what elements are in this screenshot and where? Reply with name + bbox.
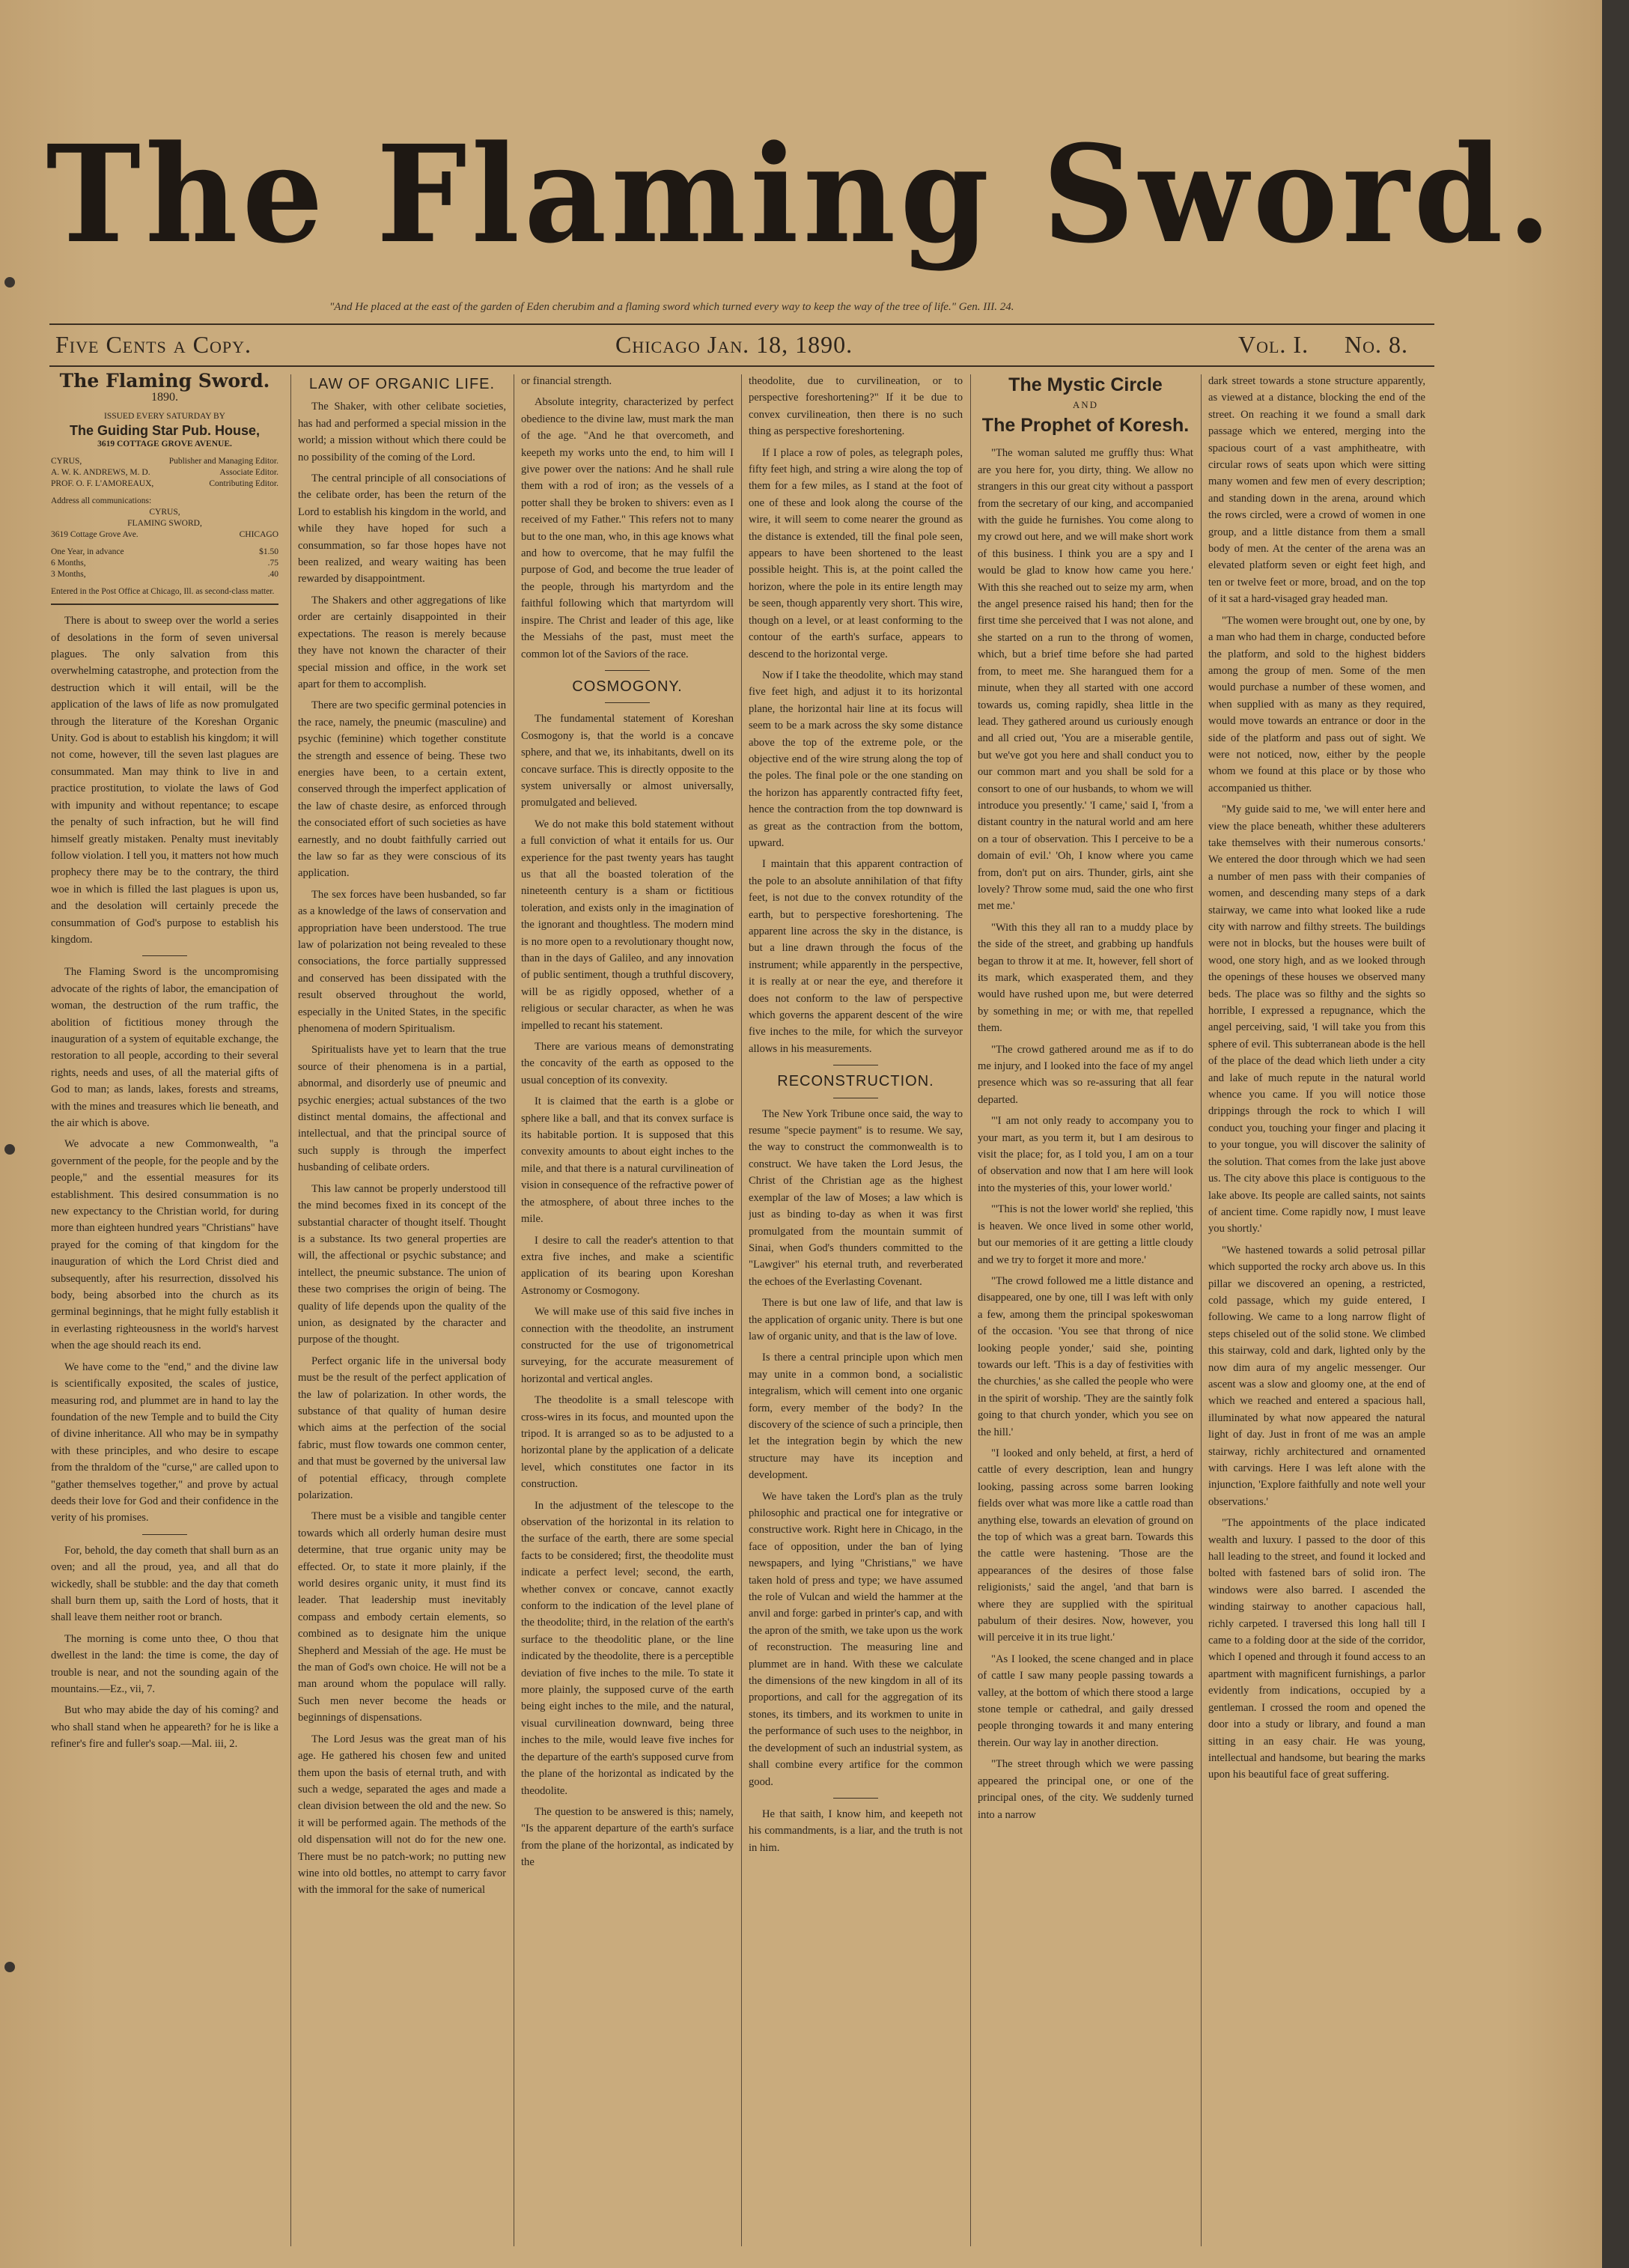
paragraph: We have taken the Lord's plan as the truly philosophic and practical one for integrative or constructive work. Right here in Chicago, in the face of opposition, under the ban of lying newspapers, and lying "Christians," we have taken hold of press and type; we have assumed the role of Vulcan and wield the hammer at the anvil and forge: garbed in printer's cap, and with the apron of the smith, we take upon us the work of reconstruction. The measuring line and plummet are in hand. With these we calculate the dimensions of the new kingdom in all of its proportions, and call for the aggregation of its stones, its timbers, and its workmen to unite in the performance of such uses to the neighbor, in the development of such an industrial system, as shall combine every artifice for the common good. <box>749 1490 963 1788</box>
price: Five Cents a Copy. <box>55 331 252 358</box>
paragraph: "With this they all ran to a muddy place by the side of the street, and grabbing up handfuls began to throw it at me. It, however, fell short of its mark, which exasperated them, and they would have rushed upon me, but were deterred by something in me; or with me, that repelled them. <box>978 921 1193 1035</box>
publisher-address: 3619 COTTAGE GROVE AVENUE. <box>97 440 232 449</box>
binding-hole <box>4 277 15 288</box>
staff-role: Publisher and Managing Editor. <box>168 457 278 466</box>
column-rule <box>1201 374 1202 2246</box>
column-2 <box>298 373 506 2245</box>
paragraph: "We hastened towards a solid petrosal pillar which supported the rocky arch above us. In this pillar we discovered an opening, a restricted, cold passage, which my guide entered, I following. We came to a long narrow flight of steps chiseled out of the solid stone. We climbed this stairway, cold and dark, lighted only by the now dim aura of my angelic messenger. Our ascent was a slow and gloomy one, at the end of which we reached and entered a spacious hall, illuminated by what now appeared the natural light of day. Just in front of me was an ample stairway, richly architectured and ornamented with carvings. Here I was left alone with the injunction, 'Explore faithfully and note well your observations.' <box>1208 1244 1425 1508</box>
paragraph: There is about to sweep over the world a series of desolations in the form of seven universal plagues. The only salvation from this overwhelming catastrophe, and protection from the destruction which it will entail, will be the application of the laws of life as now promulgated through the literature of the Koreshan Organic Unity. God is about to establish his kingdom; it will not come, however, till the seven last plagues are consummated. Man may think to live in and practice prostitution, to violate the laws of God with impunity and without repentance; to escape the penalty of such infraction, but he will find himself greatly mistaken. Penalty must inevitably follow violation. I tell you, it matters not how much prophecy there may be to the contrary, the third woe in which is filled the last plagues is upon us, and the desolation will certainly precede the consummation of God's purpose to establish his kingdom. <box>51 615 278 946</box>
staff-role: Associate Editor. <box>219 468 278 478</box>
paragraph: "The street through which we were passing appeared the principal one, or one of the principal ones, of the city. We suddenly turned into a narrow <box>978 1758 1193 1821</box>
staff-name: PROF. O. F. L'AMOREAUX, <box>51 479 154 489</box>
paragraph: I maintain that this apparent contraction of the pole to an absolute annihilation of that fifty feet, is not due to the convex rotundity of the earth, but to perspective foreshortening. The apparent line across the sky in the distance, is but a line drawn through the focus of the instrument; while apparently in the perspective, it is really at or near the eye, and therefore it does not conform to the law of perspective which governs the apparent descent of the wire five inches to the mile, for which the surveyor allows in his measurements. <box>749 858 963 1055</box>
paragraph: The Flaming Sword is the uncompromising advocate of the rights of labor, the emancipation of woman, the destruction of the rum traffic, the abolition of fictitious money through the inauguration of a system of equitable exchange, the restoration to all people, according to their several rights, needs and uses, of all the material gifts of God to man; as lands, lakes, forests and streams, with the mines and treasures which lie beneath, and the air which is above. <box>51 966 278 1129</box>
paragraph: For, behold, the day cometh that shall burn as an oven; and all the proud, yea, and all that do wickedly, shall be stubble: and the day that cometh shall burn them up, saith the Lord of hosts, that it shall leave them neither root or branch. <box>51 1544 278 1624</box>
contact-label: Address all communications: <box>51 496 152 506</box>
paragraph: Is there a central principle upon which men may unite in a common bond, a socialistic integralism, which will cement into one organic form, every member of the body? In the discovery of the science of such a principle, then let the integration begin by which the new structure may have its inception and development. <box>749 1352 963 1482</box>
paragraph: Absolute integrity, characterized by perfect obedience to the divine law, must mark the man of the age. "And he that overcometh, and keepeth my works unto the end, to him will I give power over the nations: And he shall rule them with a rod of iron; as the vessels of a potter shall they be broken to shivers: even as I received of my Father." This refers not to many but to the one man, who, in this age knows what and how to overcome, that he may fulfil the purpose of God, and become the true leader of the people, through his martyrdom and the faithful following which that martyrdom will inspire. The Christ and leader of this age, like the Messiahs of the past, must meet the common lot of the Saviors of the race. <box>521 396 734 660</box>
section-heading: LAW OF ORGANIC LIFE. <box>308 376 496 392</box>
paragraph: The Lord Jesus was the great man of his age. He gathered his chosen few and united them upon the basis of eternal truth, and with such a wedge, separated the ages and made a clean division between the old and the new. So it will be performed again. The methods of the old dispensation will not do for the new one. There must be no patch-work; no putting new wine into old bottles, no attempt to carry favor with the immoral for the sake of numerical <box>298 1733 506 1897</box>
paragraph: We have come to the "end," and the divine law is scientifically exposited, the scales of justice, measuring rod, and plummet are in hand to lay the foundation of the new Temple and to build the City of divine inheritance. All who may be in sympathy with these principles, and who desire to escape from the thraldom of the "curse," are called upon to "gather themselves together," and prove by actual deeds their love for God and their confidence in the verity of his promises. <box>51 1361 278 1524</box>
box-title: The Flaming Sword. <box>59 373 270 392</box>
paragraph: "'I am not only ready to accompany you to your mart, as you term it, but I am desirous to visit the place; for, as I told you, I am on a tour of observation and now that I am here will look into the mysteries of this, your lower world.' <box>978 1115 1193 1194</box>
paragraph: "The women were brought out, one by one, by a man who had them in charge, conducted before the platform, and sold to the highest bidders among the group of men. Some of the men would purchase a number of these women, and when supplied with as many as they required, would move towards an entrance or door in the side of the platform and pass out of sight. We were not noticed, now, either by the people whom we found at this place or by those who accompanied us thither. <box>1208 614 1425 794</box>
column-1 <box>51 373 278 2245</box>
story-title-and: AND <box>1072 399 1099 410</box>
paragraph: "The crowd gathered around me as if to do me injury, and I looked into the face of my angel presence which was so re-assuring that all fear departed. <box>978 1043 1193 1106</box>
contact-paper: FLAMING SWORD, <box>127 519 202 529</box>
story-subtitle: The Prophet of Koresh. <box>981 415 1190 437</box>
paragraph: I desire to call the reader's attention to that extra five inches, and make a scientific application of its bearing upon Koreshan Astronomy or Cosmogony. <box>521 1234 734 1297</box>
column-rule <box>970 374 971 2246</box>
paragraph: We advocate a new Commonwealth, "a government of the people, for the people and by the people," and the essential measures for its establishment. This desired consummation is no new expectancy to the Christian world, for during more than eighteen hundred years "Christians" have prayed for the coming of that kingdom for the inauguration of which the Lord Christ died and subsequently, after his resurrection, dissolved his body, being absorbed into the church as its germinal beginnings, that he might fully establish it in everlasting righteousness in the world's harvest when the age should reach its end. <box>51 1138 278 1352</box>
paragraph: There is but one law of life, and that law is the application of organic unity. There is but one law of organic unity, and that is the law of love. <box>749 1297 963 1343</box>
staff-name: CYRUS, <box>51 457 82 466</box>
issued-line: ISSUED EVERY SATURDAY BY <box>104 411 225 421</box>
paragraph: He that saith, I know him, and keepeth not his commandments, is a liar, and the truth is not in him. <box>749 1808 963 1854</box>
paragraph: theodolite, due to curvilineation, or to perspective foreshortening?" If it be due to convex curvilineation, then there is no such thing as perspective foreshortening. <box>749 375 963 438</box>
rates-table: One Year, in advance $1.50 6 Months, .75 3 Months, .40 <box>51 547 278 580</box>
section-heading: COSMOGONY. <box>572 678 683 695</box>
paragraph: The New York Tribune once said, the way to resume "specie payment" is to resume. We say, the way to construct the commonwealth is to construct. We have taken the Lord Jesus, the Christ of the Christian age as the highest exemplar of the law of Moses; a law which is just as binding to-day as when it was first promulgated from the mountain summit of Sinai, when God's thunders committed to the "Lawgiver" his eternal truth, and reverberated the echoes of the Everlasting Covenant. <box>749 1107 963 1288</box>
volume: Vol. I. <box>1238 331 1309 358</box>
paragraph: The morning is come unto thee, O thou that dwellest in the land: the time is come, the day of trouble is near, and not the sounding again of the mountains.—Ez., vii, 7. <box>51 1632 278 1695</box>
paragraph: This law cannot be properly understood till the mind becomes fixed in its concept of the substantial character of thought itself. Thought is a substance. Its two general properties are will, the affectional or psychic substance; and intellect, the pneumic substance. The union of these two comprises the origin of being. The quality of life depends upon the quality of the union, as designated by the character and purpose of the thought. <box>298 1182 506 1346</box>
publisher: The Guiding Star Pub. House, <box>69 422 260 438</box>
column-6 <box>1208 373 1425 2245</box>
paragraph: In the adjustment of the telescope to the observation of the horizontal in its relation to the surface of the earth, there are some special facts to be considered; first, the theodolite must indicate a perfect level; second, the earth, whether convex or concave, cannot exactly conform to the indication of the level plane of the theodolite; third, in the relation of the earth's surface to the theodolitic plane, or the line indicated by the theodolite, there is a perceptible deviation of five inches to the mile. To state it more plainly, the supposed curve of the earth being eight inches to the mile, and the natural, visual curvilineation downward, being three inches to the mile, would leave five inches for the departure of the earth's supposed curve from the plane of the horizontal as indicated by the theodolite. <box>521 1499 734 1797</box>
entered-notice: Entered in the Post Office at Chicago, Ill. as second-class matter. <box>51 586 278 605</box>
column-4 <box>749 373 963 2245</box>
paragraph: We do not make this bold statement without a full conviction of what it entails for us. Our experience for the past twenty years has taught us that all the boasted toleration of the nineteenth century is a sham or fictitious toleration, and exists only in the imagination of the ignorant and thoughtless. The modern mind is no more open to a revolutionary thought now, than in the days of Galileo, and any innovation of public sentiment, though a truthful discovery, will be as rigidly opposed, whether of a religious or secular character, as when he was impelled to recant his statement. <box>521 818 734 1032</box>
paragraph: The question to be answered is this; namely, "Is the apparent departure of the earth's surface from the plane of the horizontal, as indicated by the <box>521 1805 734 1869</box>
issue-number: No. 8. <box>1345 331 1408 358</box>
box-year: 1890. <box>151 391 178 404</box>
section-heading: RECONSTRUCTION. <box>777 1073 934 1090</box>
staff-list <box>51 456 278 490</box>
paragraph: The theodolite is a small telescope with cross-wires in its focus, and mounted upon the tripod. It is arranged so as to be adjusted to a horizontal plane by the application of a delicate level, which constitutes one factor in its construction. <box>521 1394 734 1491</box>
paragraph: "'This is not the lower world' she replied, 'this is heaven. We once lived in some other world, but our memories of it are getting a little cloudy and we try to forget it more and more.' <box>978 1203 1193 1266</box>
paragraph: We will make use of this said five inches in connection with the theodolite, an instrument constructed for the use of trigonometrical surveying, for the accurate measurement of horizontal and vertical angles. <box>521 1306 734 1385</box>
contact-name: CYRUS, <box>149 508 180 517</box>
paragraph: If I place a row of poles, as telegraph poles, fifty feet high, and string a wire along the top of them for a few miles, as I stand at the foot of one of these and look along the course of the wire, it will seem to come nearer the ground as the distance is extended, till the final pole seen, appears to have been shortened to the least possible height. This is, at the point called the horizon, where the pole in its entire length may be seen, though apparently very short. This wire, though on a level, or at least conforming to the contour of the earth's surface, appears to descend to the horizontal verge. <box>749 446 963 660</box>
contact-city: CHICAGO <box>239 530 278 540</box>
paragraph: Now if I take the theodolite, which may stand five feet high, and adjust it to its horizontal plane, the horizontal hair line at its focus will seem to be a mark across the sky some distance above the top of the extreme pole, or the objective end of the wire strung along the top of the poles. The final pole or the one standing on the horizon has apparently contracted fifty feet, hence the contraction from the top downward is as great as the contraction from the bottom, upward. <box>749 669 963 849</box>
paragraph: The sex forces have been husbanded, so far as a knowledge of the laws of conservation and appropriation have been understood. The true law of polarization not being revealed to these consociations, the force partially suppressed and conserved has been dissipated with the result observed throughout the world, especially in the United States, in the specific phenomena of modern Spiritualism. <box>298 888 506 1036</box>
paragraph: But who may abide the day of his coming? and who shall stand when he appeareth? for he is like a refiner's fire and fuller's soap.—Mal. iii, 2. <box>51 1704 278 1751</box>
paragraph: dark street towards a stone structure apparently, as viewed at a distance, blocking the end of the street. On reaching it we found a small dark passage which we entered, merging into the spacious court of a vast amphitheatre, with circular rows of seats upon which were sitting many women and few men of every description; and standing down in the arena, around which the rows circled, were a crowd of women in one group, and a little distance from them a small body of men. At the center of the arena was an elevated platform seven or eight feet high, and ten or twelve feet or more, broad, and on the top of it sat a hard-visaged gray headed man. <box>1208 375 1425 606</box>
paragraph: "The crowd followed me a little distance and disappeared, one by one, till I was left with only a few, among them the principal spokeswoman of the occasion. 'You see that throng of nice looking people yonder,' said she, pointing towards our left. 'This is a day of festivities with the churchies,' as she called the people who were in the spirit of worship. 'They are the saintly folk going to that church yonder, which you see on the hill.' <box>978 1274 1193 1438</box>
column-5 <box>978 373 1193 2245</box>
paragraph: "The appointments of the place indicated wealth and luxury. I passed to the door of this hall leading to the street, and found it locked and bolted with fastened bars of solid iron. The windows were also barred. I ascended the winding stairway to another capacious hall, richly carpeted. I traversed this long hall till I came to a folding door at the side of the corridor, which I opened and through it found access to an apartment with magnificent furnishings, a parlor evidently from indications, occupied by a gentleman. I crossed the room and opened the door into a study or library, and found a man sitting in an easy chair. He was young, intellectual and handsome, but bearing the marks upon his beautiful face of great suffering. <box>1208 1517 1425 1781</box>
paragraph: The Shakers and other aggregations of like order are certainly disappointed in their expectations. The reason is merely because they have not known the character of their special mission and office, in the work set apart for them to accomplish. <box>298 594 506 690</box>
contact-block <box>51 496 278 541</box>
paragraph: There must be a visible and tangible center towards which all orderly human desire must determine, that true organic unity may be effected. Or, to state it more plainly, if the world desires organic unity, it must find its leader. That leadership must inevitably compass and embody certain elements, so combined as to designate him the unique Shepherd and Messiah of the age. He must be the man of God's own choice. He will not be a man around whom the populace will rally. Such men never become the heads or beginnings of dispensations. <box>298 1510 506 1724</box>
paragraph: There are two specific germinal potencies in the race, namely, the pneumic (masculine) and psychic (feminine) which together constitute the strength and essence of being. These two energies have been, to a certain extent, conserved through the imperfect application of the law of chaste desire, as enforced through the consociated effort of such societies as have earnestly, and no doubt faithfully carried out the law so far as they were conscious of its application. <box>298 699 506 880</box>
staff-role: Contributing Editor. <box>209 479 278 489</box>
paragraph: "As I looked, the scene changed and in place of cattle I saw many people passing towards a valley, at the bottom of which there stood a large stone temple or cathedral, and gaily dressed people thronging towards it and many entering therein. Our way lay in another direction. <box>978 1653 1193 1749</box>
top-rule <box>49 323 1434 325</box>
paragraph: The Shaker, with other celibate societies, has had and performed a special mission in the world; a mission without which there could be no possibility of the coming of the Lord. <box>298 401 506 463</box>
masthead-motto: "And He placed at the east of the garden of Eden cherubim and a flaming sword which turned every way to keep the way of the tree of life." Gen. III. 24. <box>329 301 1014 313</box>
binding-hole <box>4 1962 15 1972</box>
column-rule <box>741 374 742 2246</box>
paragraph: It is claimed that the earth is a globe or sphere like a ball, and that its convex surface is its habitable portion. It is supposed that this convexity amounts to about eight inches to the mile, and that there is a natural curvilineation of vision in consequence of the refractive power of the atmosphere, of about three inches to the mile. <box>521 1095 734 1226</box>
staff-name: A. W. K. ANDREWS, M. D. <box>51 468 150 478</box>
paragraph: There are various means of demonstrating the concavity of the earth as opposed to the usual conception of its convexity. <box>521 1041 734 1086</box>
story-title: The Mystic Circle <box>1008 374 1163 395</box>
bottom-rule <box>49 365 1434 367</box>
dateline: Chicago Jan. 18, 1890. <box>615 331 853 358</box>
paragraph: "My guide said to me, 'we will enter here and view the place beneath, whither these adulterers take themselves with their numerous consorts.' We entered the door through which we had seen a number of men pass with their companies of women, and descending many steps of a dark stairway, we came into what looked like a rude city with narrow and filthy streets. The buildings were not in blocks, but the houses were built of wood, one story high, and as we looked through the openings of these houses we observed many beds. The place was so filthy and the sights so horrible, I expressed a repugnance, which the angel perceiving, said, 'I will take you from this sphere of evil. This subterranean abode is the hell of the place of the dead which lieth under a city and lake of much repute in the natural world whence you came. If you will notice those drippings through the rock to which I will conduct you, touching your finger and placing it to your tongue, you will discover the salinity of the solution. That comes from the lake just above us. The city above this place is contiguous to the lake above. Its people are called saints, not saints of ancient time. Come rapidly now, I must leave you shortly.' <box>1208 803 1425 1235</box>
contact-street: 3619 Cottage Grove Ave. <box>51 530 138 540</box>
paragraph: or financial strength. <box>521 375 612 387</box>
binding-hole <box>4 1144 15 1155</box>
paragraph: The fundamental statement of Koreshan Cosmogony is, that the world is a concave sphere, and that we, its inhabitants, dwell on its concave surface. This is directly opposite to the system universally or almost universally, promulgated and believed. <box>521 713 734 809</box>
masthead-title: The Flaming Sword. <box>46 116 1556 273</box>
paragraph: "The woman saluted me gruffly thus: What are you here for, you dirty, thing. We allow no strangers in this our great city without a passport from the secretary of our king, and accompanied with the guide he furnishes. You come along to my crowd out here, and we will make short work of this business. I think you are a spy and I would be glad to know how came you here.' With this she reached out to seize my arm, when the angel presence raised his hand; then for the first time she perceived that I was not alone, and she started on a run to the throng of women, which, but a brief time before she had parted from, to meet me. She harangued them for a minute, when they all started with one accord towards us, coming rapidly, shea little in the lead. They gathered around us curiously enough and all cried out, 'You are a miserable gentile, but we've got you here and shall conduct you to our common mart and you shall be sold for a consort to one of our husbands, to whom we will introduce you presently.' 'I came,' said I, 'from a distant country in the natural world and am here on a tour of observation. This I perceive to be a domain of evil.' 'Oh, I know where you came from, don't put on airs. Thunder, girls, aint she lovely? Throw some mud, said the one who first met me.' <box>978 447 1193 913</box>
column-3 <box>521 373 734 2245</box>
paragraph: Perfect organic life in the universal body must be the result of the perfect application of the law of polarization. In other words, the substance of that quality of human desire which aims at the perfection of the social fabric, must flow towards one common center, and that must be governed by the universal law of potential efficacy, through complete polarization. <box>298 1355 506 1501</box>
column-rule <box>290 374 291 2246</box>
paragraph: Spiritualists have yet to learn that the true source of their phenomena is in a partial, abnormal, and disorderly use of pneumic and psychic energies; actual substances of the two distinct mental domains, the affectional and intellectual, and that the principal source of such supply is through the imperfect husbanding of celibate orders. <box>298 1044 506 1174</box>
paragraph: "I looked and only beheld, at first, a herd of cattle of every description, lean and hungry looking, passing across some barren looking fields over what was more like a cattle road than anything else, towards an elevation of ground on the top of which was a great barn. Towards this the cattle were hastening. 'Those are the appearances of the desires of those false religionists,' said the angel, 'and that barn is where they are supplied with the spiritual pabulum of their desires. Now, however, you will perceive it in its true light.' <box>978 1447 1193 1644</box>
paragraph: The central principle of all consociations of the celibate order, has been the return of the Lord to establish his kingdom in the world, and while they have hoped for such a consummation, so far those hopes have not been realized, and weary waiting has been rewarded by disappointment. <box>298 472 506 586</box>
